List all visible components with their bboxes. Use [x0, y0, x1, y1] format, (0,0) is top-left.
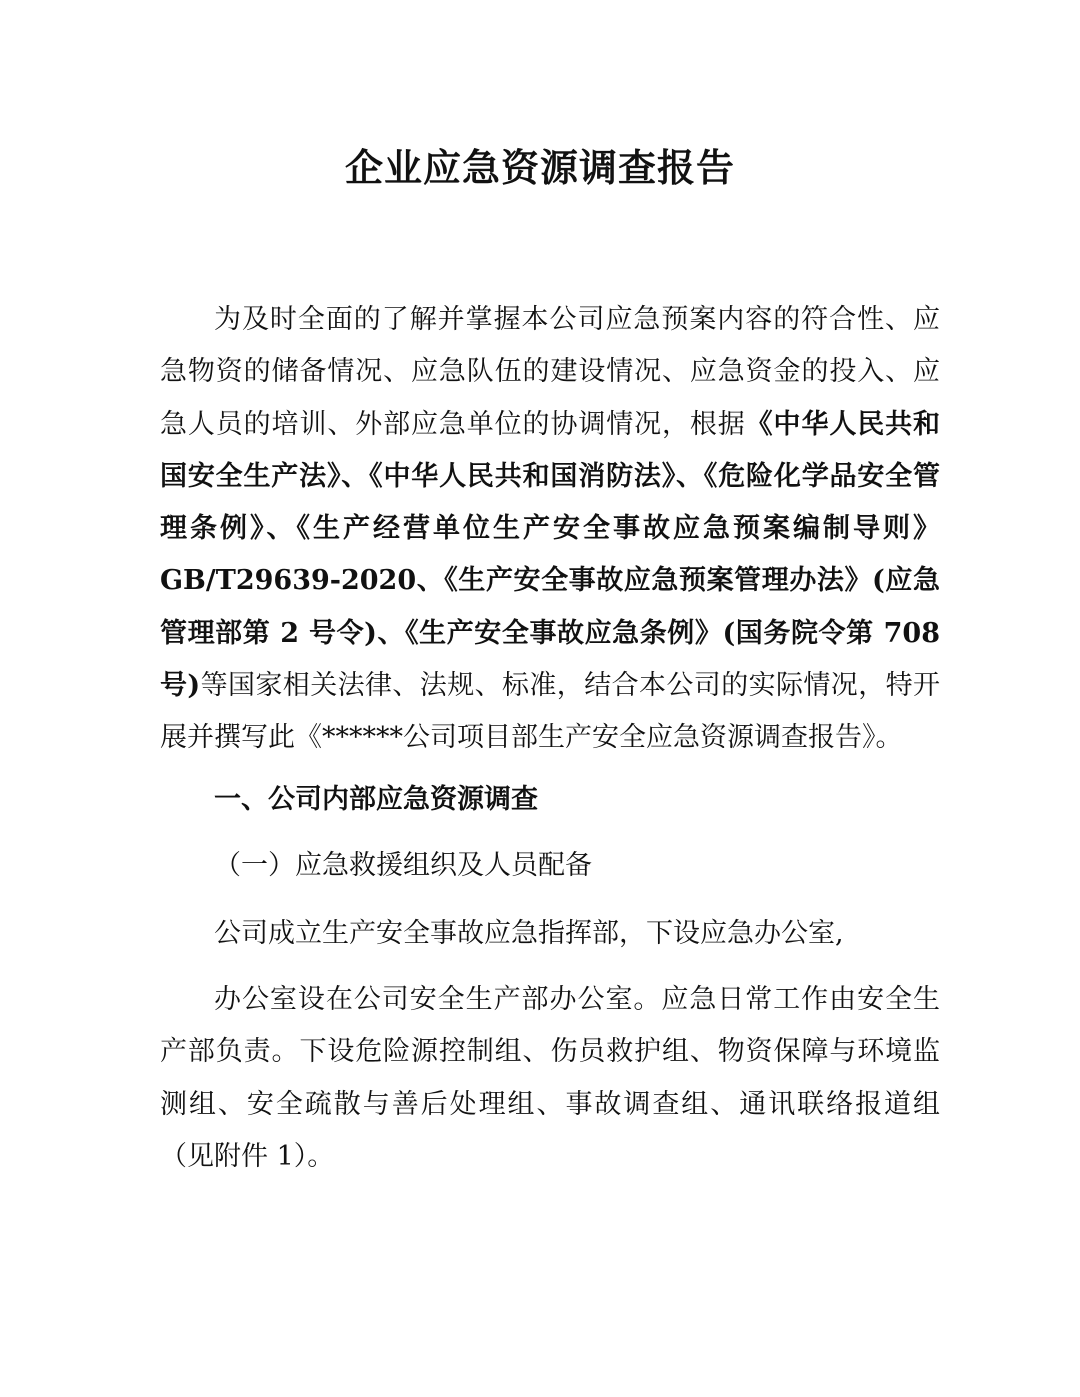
- law-references-1: 《中华人民共和国安全生产法》、《中华人民共和国消防法》、《危险化学品安全管理条例》、《生产经营单位生产安全事故应急预案编制导则》: [160, 408, 941, 545]
- document-title: 企业应急资源调查报告: [344, 145, 735, 190]
- section-heading-1: 一、公司内部应急资源调查: [214, 784, 538, 815]
- standard-reference: GB/T29639-2020、: [160, 565, 445, 597]
- law-references-2: 《生产安全事故应急预案管理办法》(应急管理部第 2 号令)、《生产安全事故应急条例》(国务院令第 708 号): [160, 565, 940, 702]
- intro-text-part1: 为及时全面的了解并掌握本公司应急预案内容的符合性、应急物资的储备情况、应急队伍的建设情况、应急资金的投入、应急人员的培训、外部应急单位的协调情况，根据: [160, 304, 940, 440]
- subsection-heading-1: （一）应急救援组织及人员配备: [214, 850, 592, 881]
- intro-text-part2: 等国家相关法律、法规、标准，结合本公司的实际情况，特开展并撰写此《******公司项目部生产安全应急资源调查报告》。: [160, 670, 941, 754]
- command-paragraph: 公司成立生产安全事故应急指挥部，下设应急办公室,: [214, 918, 844, 949]
- intro-paragraph: [160, 294, 940, 765]
- office-paragraph: 办公室设在公司安全生产部办公室。应急日常工作由安全生产部负责。下设危险源控制组、伤员救护组、物资保障与环境监测组、安全疏散与善后处理组、事故调查组、通讯联络报道组（见附件 1）。: [160, 984, 940, 1172]
